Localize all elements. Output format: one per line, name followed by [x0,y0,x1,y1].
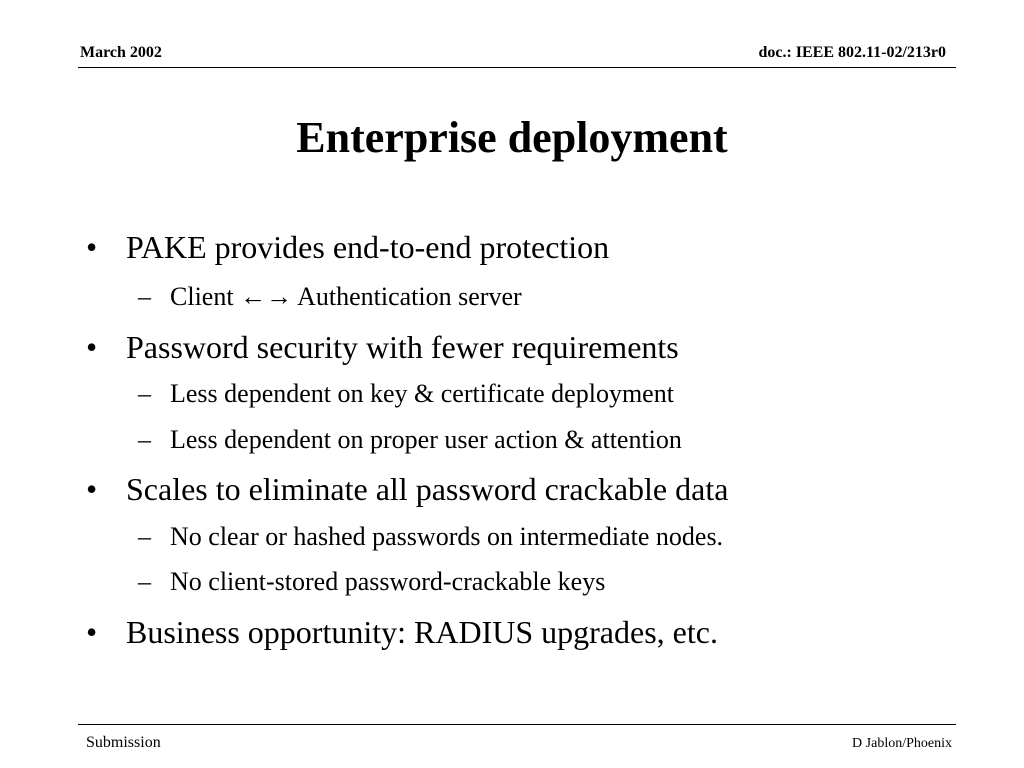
slide-header-date: March 2002 [80,44,162,61]
sub-bullet-text: Less dependent on proper user action & attention [170,425,682,454]
bullet-text: PAKE provides end-to-end protection [126,229,610,265]
bullet-marker: • [86,229,98,265]
dash-marker: – [138,567,151,596]
sub-bullet-text: Client ←→ Authentication server [170,282,522,311]
footer-rule [78,724,956,725]
bullet-marker: • [86,329,98,365]
bullet-marker: • [86,614,98,650]
sub-bullet-text: No client-stored password-crackable keys [170,567,606,596]
footer-submission: Submission [86,734,161,751]
dash-marker: – [138,282,151,311]
bullet-marker: • [86,471,98,507]
dash-marker: – [138,425,151,454]
bullet-text: Password security with fewer requirements [126,329,679,365]
footer-author: D Jablon/Phoenix [852,736,952,751]
sub-bullet-text: Less dependent on key & certificate deployment [170,379,674,408]
sub-bullet-text: No clear or hashed passwords on intermediate nodes. [170,522,724,551]
header-rule [78,67,956,68]
bullet-text: Business opportunity: RADIUS upgrades, etc. [126,614,718,650]
dash-marker: – [138,379,151,408]
slide-header-doc-id: doc.: IEEE 802.11-02/213r0 [758,44,946,61]
bullet-text: Scales to eliminate all password crackable data [126,471,729,507]
slide-title: Enterprise deployment [296,113,728,162]
dash-marker: – [138,522,151,551]
